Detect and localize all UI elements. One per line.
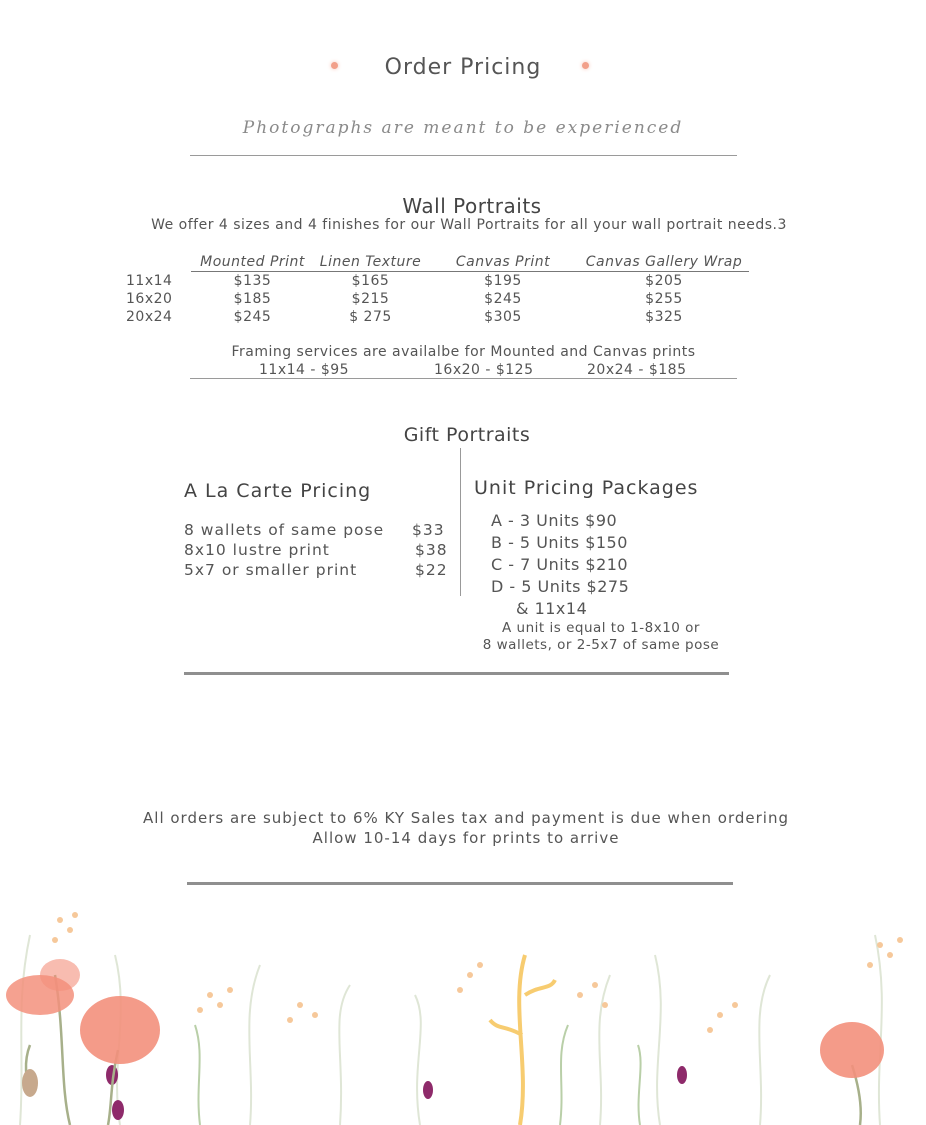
delivery-note: Allow 10-14 days for prints to arrive bbox=[312, 829, 620, 847]
price-cell: $ 275 bbox=[349, 309, 392, 325]
framing-divider bbox=[190, 378, 737, 379]
price-cell: $195 bbox=[484, 273, 522, 289]
price-cell: $165 bbox=[351, 273, 390, 289]
framing-price-20x24: 20x24 - $185 bbox=[587, 362, 687, 378]
table-row bbox=[126, 272, 749, 291]
list-item bbox=[491, 511, 691, 533]
price-cell: $215 bbox=[351, 291, 390, 307]
tax-note: All orders are subject to 6% KY Sales tax and payment is due when ordering bbox=[143, 809, 789, 827]
framing-note: Framing services are availalbe for Mounted and Canvas prints bbox=[231, 344, 696, 360]
wall-portraits-heading: Wall Portraits bbox=[402, 194, 542, 218]
header-divider bbox=[190, 155, 737, 156]
price-cell: $305 bbox=[484, 309, 522, 325]
package-price: $210 bbox=[585, 555, 629, 574]
item-label: 8x10 lustre print bbox=[184, 541, 330, 559]
package-extra: & 11x14 bbox=[516, 599, 588, 618]
column-header-mounted-print: Mounted Print bbox=[191, 253, 314, 272]
tagline: Photographs are meant to be experienced bbox=[242, 118, 684, 138]
package-label: A - 3 Units bbox=[491, 511, 580, 530]
price-cell: $245 bbox=[484, 291, 522, 307]
wall-portraits-subtitle: We offer 4 sizes and 4 finishes for our Wall Portraits for all your wall portrait needs.3 bbox=[151, 217, 787, 233]
poppy-bud bbox=[22, 1069, 38, 1097]
a-la-carte-heading: A La Carte Pricing bbox=[184, 480, 372, 502]
column-header-canvas-print: Canvas Print bbox=[427, 253, 579, 272]
column-header-canvas-gallery-wrap: Canvas Gallery Wrap bbox=[579, 253, 749, 272]
size-cell: 11x14 bbox=[126, 272, 173, 289]
package-label: B - 5 Units bbox=[491, 533, 580, 552]
list-item bbox=[491, 577, 691, 599]
price-cell: $135 bbox=[233, 273, 272, 289]
list-item bbox=[491, 533, 691, 555]
poppy-flowers bbox=[6, 959, 884, 1078]
item-price: $38 bbox=[415, 541, 448, 559]
price-cell: $205 bbox=[645, 273, 683, 289]
golden-flower bbox=[490, 955, 555, 1125]
price-cell: $245 bbox=[233, 309, 272, 325]
gift-divider bbox=[184, 672, 729, 675]
list-item bbox=[184, 521, 448, 541]
unit-packages-heading: Unit Pricing Packages bbox=[474, 477, 699, 499]
wall-portraits-price-table bbox=[126, 253, 749, 326]
framing-price-16x20: 16x20 - $125 bbox=[434, 362, 534, 378]
package-label: C - 7 Units bbox=[491, 555, 580, 574]
framing-price-11x14: 11x14 - $95 bbox=[259, 362, 350, 378]
price-cell: $325 bbox=[645, 309, 683, 325]
table-row bbox=[126, 308, 749, 326]
item-price: $33 bbox=[412, 521, 445, 539]
table-header-row bbox=[126, 253, 749, 272]
gift-column-divider bbox=[460, 448, 461, 596]
gift-portraits-heading: Gift Portraits bbox=[403, 424, 531, 446]
price-cell: $185 bbox=[233, 291, 272, 307]
list-item bbox=[184, 541, 448, 561]
unit-note-line2: 8 wallets, or 2-5x7 of same pose bbox=[482, 637, 720, 653]
item-label: 8 wallets of same pose bbox=[184, 521, 385, 539]
list-item bbox=[491, 555, 691, 577]
package-price: $275 bbox=[586, 577, 630, 596]
table-row bbox=[126, 290, 749, 308]
package-price: $150 bbox=[585, 533, 628, 552]
decorative-dot-right bbox=[582, 62, 589, 69]
size-cell: 20x24 bbox=[126, 309, 173, 325]
item-price: $22 bbox=[415, 561, 448, 579]
column-header-linen-texture: Linen Texture bbox=[314, 253, 427, 272]
list-item bbox=[184, 561, 448, 581]
page-title: Order Pricing bbox=[384, 55, 542, 80]
price-cell: $255 bbox=[645, 291, 683, 307]
orange-flower-clusters bbox=[52, 912, 903, 1033]
floral-border-illustration bbox=[0, 895, 926, 1125]
package-label: D - 5 Units bbox=[491, 577, 581, 596]
unit-note-line1: A unit is equal to 1-8x10 or bbox=[502, 620, 700, 636]
package-price: $90 bbox=[585, 511, 618, 530]
item-label: 5x7 or smaller print bbox=[184, 561, 358, 579]
footer-divider bbox=[187, 882, 733, 885]
size-cell: 16x20 bbox=[126, 291, 173, 307]
